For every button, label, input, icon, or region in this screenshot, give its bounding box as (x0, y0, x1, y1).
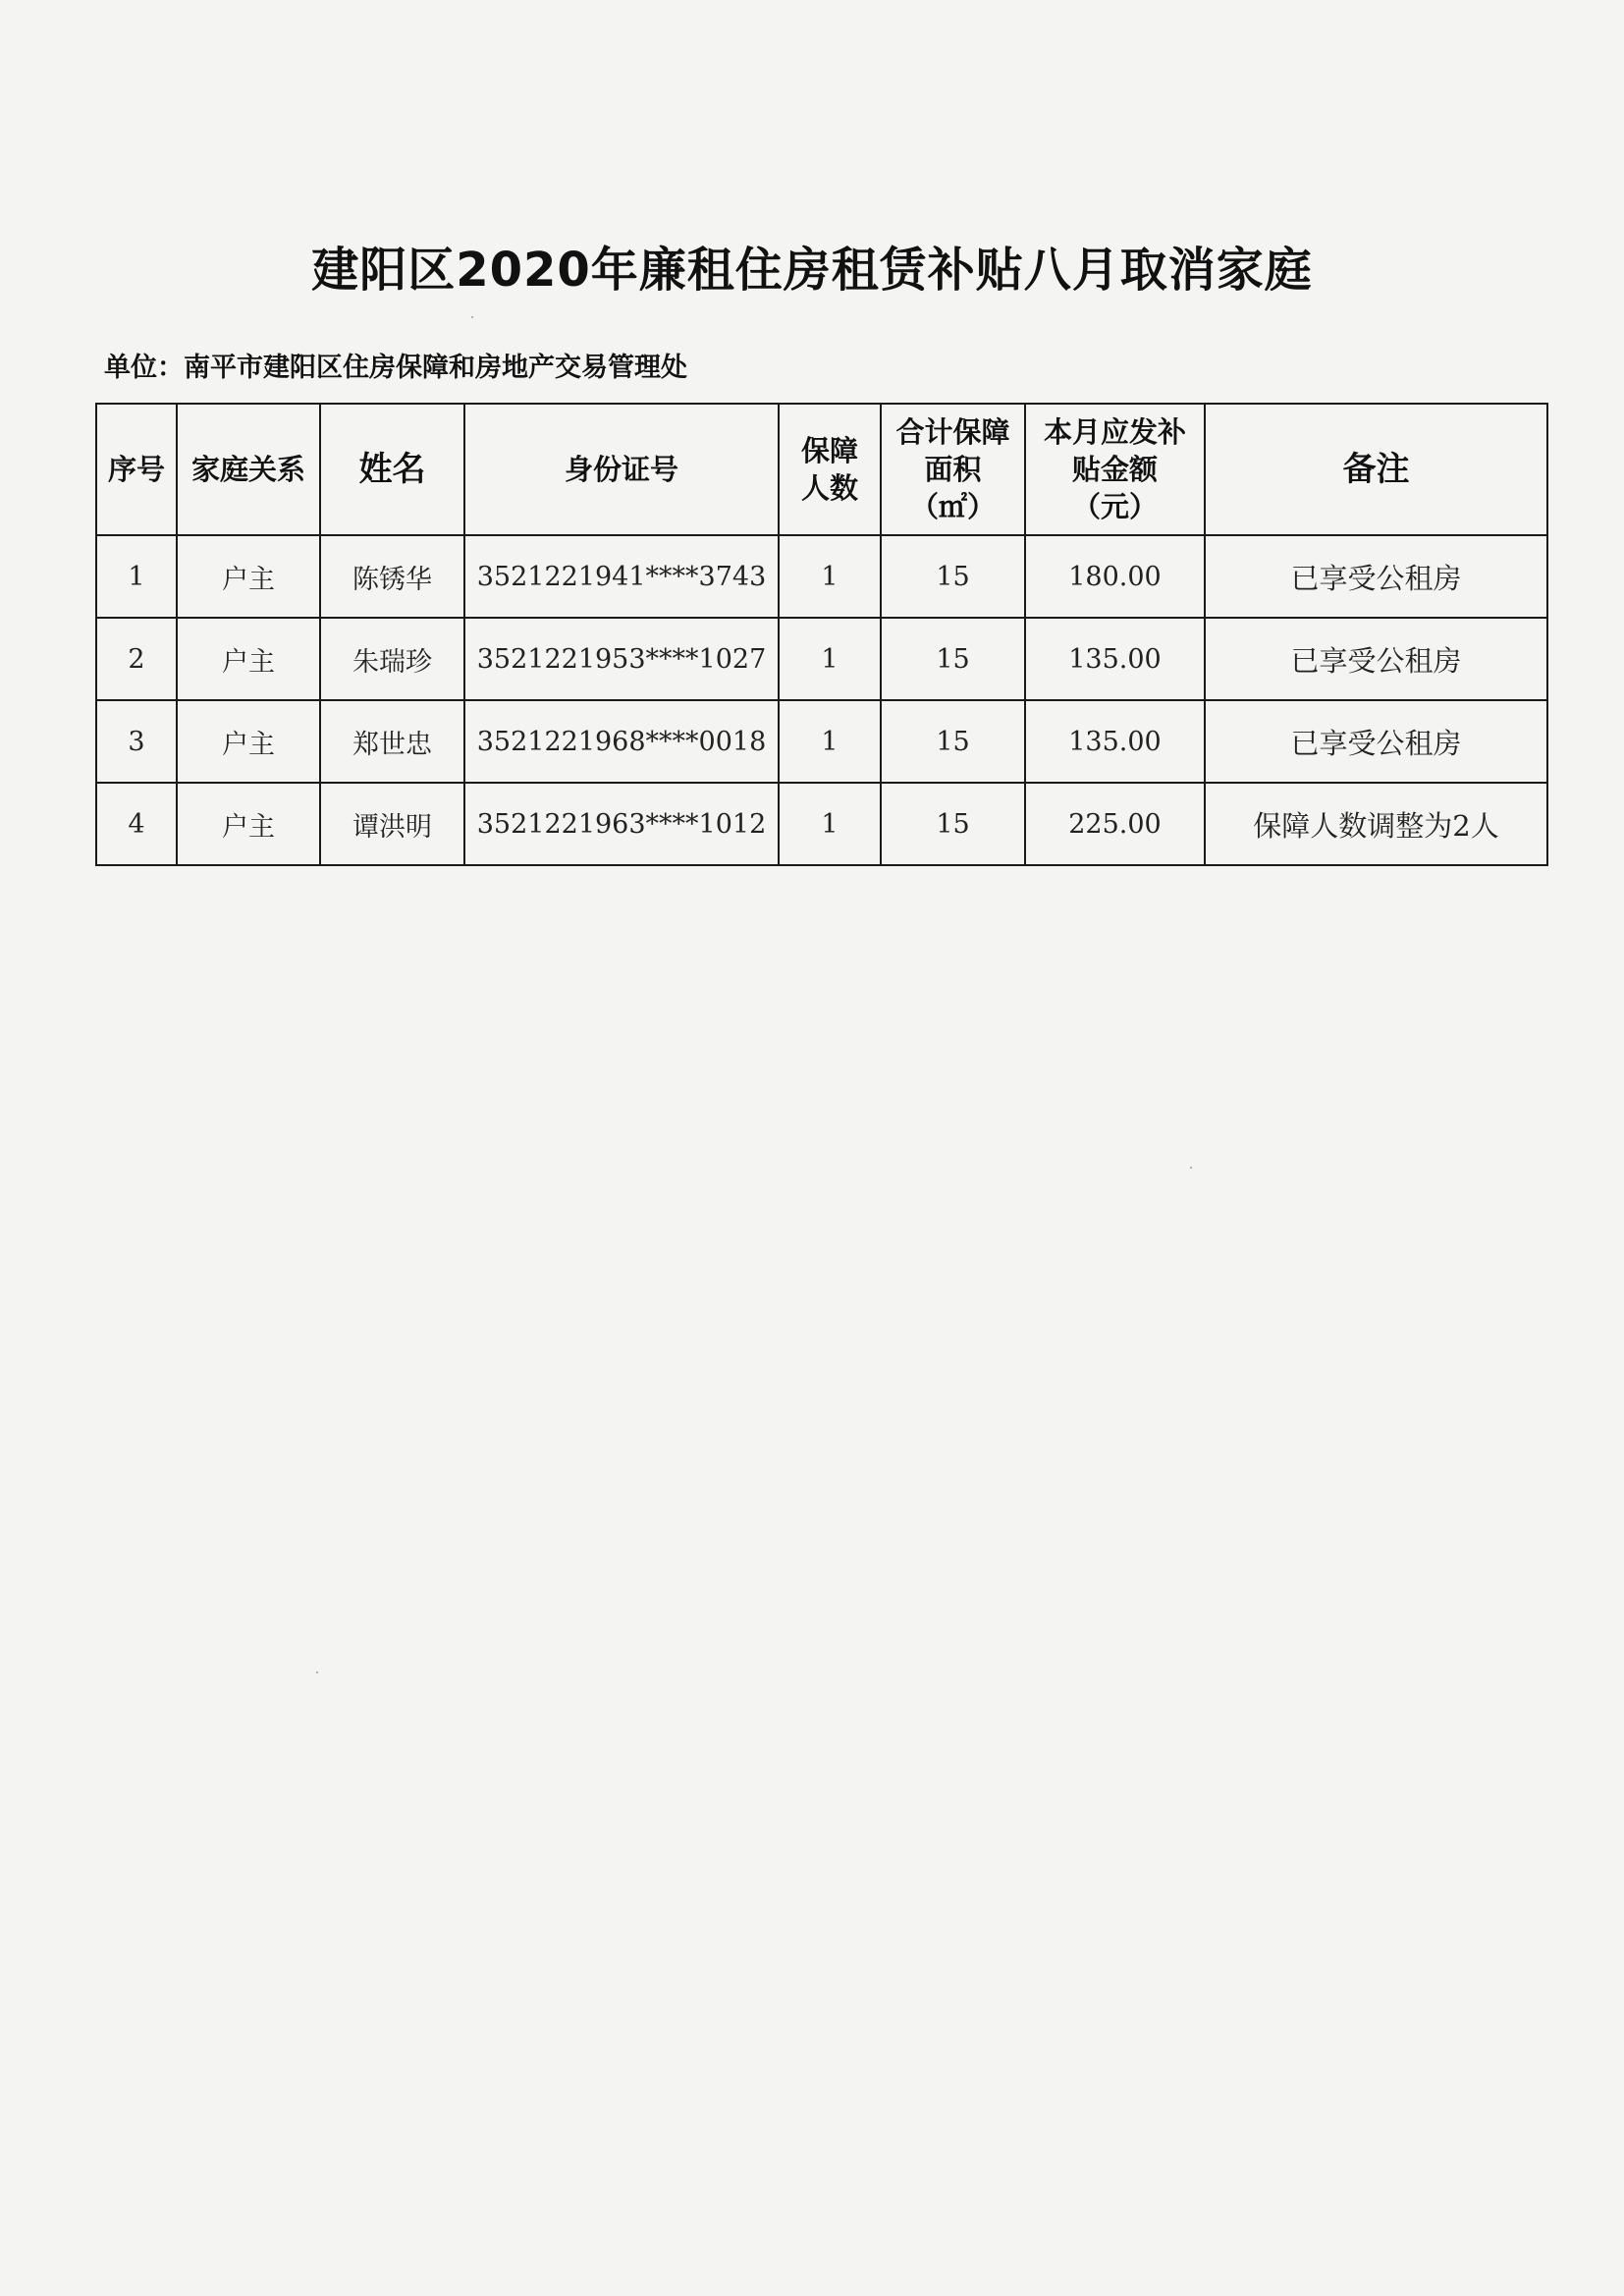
cell-relation: 户主 (177, 618, 320, 700)
cell-relation: 户主 (177, 783, 320, 865)
table-header-row (96, 404, 1547, 535)
table-row (96, 535, 1547, 618)
cell-persons: 1 (779, 535, 881, 618)
cell-persons: 1 (779, 618, 881, 700)
table-row (96, 783, 1547, 865)
cell-persons: 1 (779, 783, 881, 865)
cell-id: 3521221941****3743 (464, 535, 779, 618)
table-row (96, 618, 1547, 700)
cell-amount: 180.00 (1025, 535, 1205, 618)
cell-name: 陈锈华 (320, 535, 464, 618)
cell-index: 3 (96, 700, 177, 783)
cell-persons: 1 (779, 700, 881, 783)
cell-amount: 135.00 (1025, 618, 1205, 700)
scan-speck (1190, 1167, 1192, 1169)
cell-relation: 户主 (177, 700, 320, 783)
cell-area: 15 (881, 535, 1025, 618)
cell-area: 15 (881, 700, 1025, 783)
header-index: 序号 (96, 404, 177, 535)
cell-name: 谭洪明 (320, 783, 464, 865)
cell-id: 3521221968****0018 (464, 700, 779, 783)
header-amount: 本月应发补 贴金额 （元） (1025, 404, 1205, 535)
header-area: 合计保障 面积 （㎡） (881, 404, 1025, 535)
cell-area: 15 (881, 783, 1025, 865)
cell-remark: 保障人数调整为2人 (1205, 783, 1547, 865)
cell-index: 2 (96, 618, 177, 700)
cell-remark: 已享受公租房 (1205, 535, 1547, 618)
header-id: 身份证号 (464, 404, 779, 535)
cell-name: 朱瑞珍 (320, 618, 464, 700)
document-title: 建阳区2020年廉租住房租赁补贴八月取消家庭 (311, 243, 1313, 298)
scan-speck (316, 1671, 318, 1673)
header-relation: 家庭关系 (177, 404, 320, 535)
cell-index: 4 (96, 783, 177, 865)
header-persons: 保障 人数 (779, 404, 881, 535)
cancellation-table (95, 403, 1548, 866)
cell-amount: 135.00 (1025, 700, 1205, 783)
cell-remark: 已享受公租房 (1205, 700, 1547, 783)
cell-name: 郑世忠 (320, 700, 464, 783)
cell-remark: 已享受公租房 (1205, 618, 1547, 700)
cell-index: 1 (96, 535, 177, 618)
cell-id: 3521221953****1027 (464, 618, 779, 700)
cell-id: 3521221963****1012 (464, 783, 779, 865)
table-row (96, 700, 1547, 783)
header-remark: 备注 (1205, 404, 1547, 535)
cell-relation: 户主 (177, 535, 320, 618)
unit-label: 单位：南平市建阳区住房保障和房地产交易管理处 (104, 353, 687, 383)
cell-area: 15 (881, 618, 1025, 700)
header-name: 姓名 (320, 404, 464, 535)
scan-speck (471, 316, 473, 318)
cell-amount: 225.00 (1025, 783, 1205, 865)
